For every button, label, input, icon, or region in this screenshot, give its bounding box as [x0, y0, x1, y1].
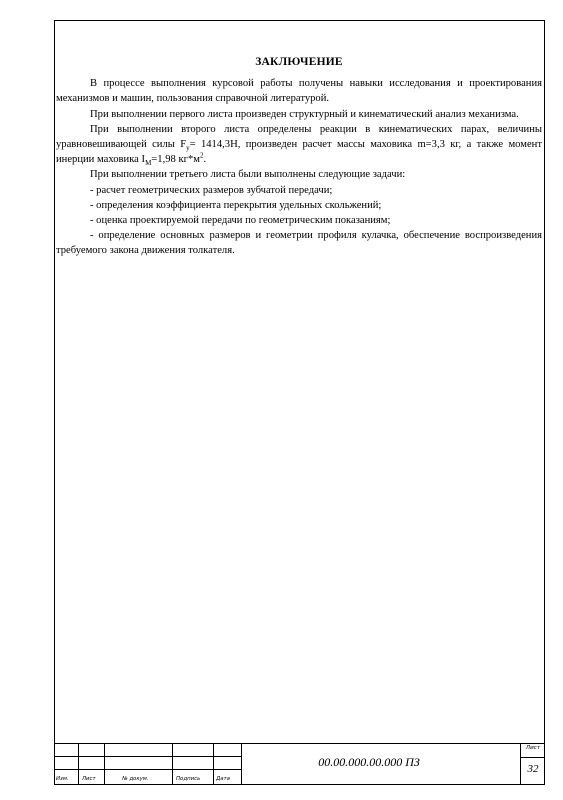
- paragraph-2: При выполнении первого листа произведен структурный и кинематический анализ механизма.: [90, 108, 519, 120]
- task-item: - расчет геометрических размеров зубчатой передачи;: [90, 184, 333, 196]
- paragraph-1: В процессе выполнения курсовой работы получены навыки исследования и проектирования механизмов и машин, пользования справочной литературой.: [56, 78, 542, 105]
- task-item: - оценка проектируемой передачи по геометрическим показаниям;: [90, 215, 391, 227]
- stamp-sheet-row-line: [520, 757, 545, 758]
- force-subscript: у: [186, 144, 190, 153]
- paragraph-3-text-b: = 1414,3Н, произведен расчет массы маховика m=3,3 кг, а также момент инерции маховика I: [56, 139, 542, 166]
- stamp-col-line: [241, 743, 242, 785]
- document-title: ЗАКЛЮЧЕНИЕ: [255, 56, 343, 68]
- task-item: - определение основных размеров и геометрии профиля кулачка, обеспечение воспроизведения требуемого закона движения толкателя.: [56, 230, 542, 257]
- stamp-top-border: [54, 743, 545, 744]
- paragraph-3-text-c: =1,98 кг*м: [151, 154, 200, 166]
- paragraph-3: [56, 122, 542, 168]
- document-number: 00.00.000.00.000 ПЗ: [318, 755, 420, 769]
- sheet-label: Лист: [525, 745, 541, 751]
- title-block: [54, 743, 545, 785]
- stamp-label-signature: Подпись: [176, 776, 201, 782]
- stamp-label-date: Дата: [216, 776, 230, 782]
- paragraph-4: При выполнении третьего листа были выполнены следующие задачи:: [90, 169, 406, 181]
- stamp-label-izm: Изм.: [56, 776, 69, 782]
- stamp-label-doc: № докум.: [122, 776, 149, 782]
- task-item: - определения коэффициента перекрытия удельных скольжений;: [90, 199, 382, 211]
- paragraph-3-text-a: При выполнении второго листа определены реакции в кинематических парах, величины уравновешивающей силы F: [56, 123, 542, 151]
- inertia-subscript: М: [145, 159, 152, 168]
- stamp-label-list: Лист: [82, 776, 96, 782]
- stamp-col-line: [172, 743, 173, 785]
- stamp-sheet-divider: [520, 743, 521, 785]
- stamp-col-line: [213, 743, 214, 785]
- document-body: [56, 55, 542, 259]
- sheet-number: 32: [527, 763, 539, 775]
- paragraph-3-text-d: .: [203, 154, 207, 166]
- unit-superscript: 2: [199, 151, 204, 160]
- stamp-col-line: [78, 743, 79, 785]
- stamp-col-line: [104, 743, 105, 785]
